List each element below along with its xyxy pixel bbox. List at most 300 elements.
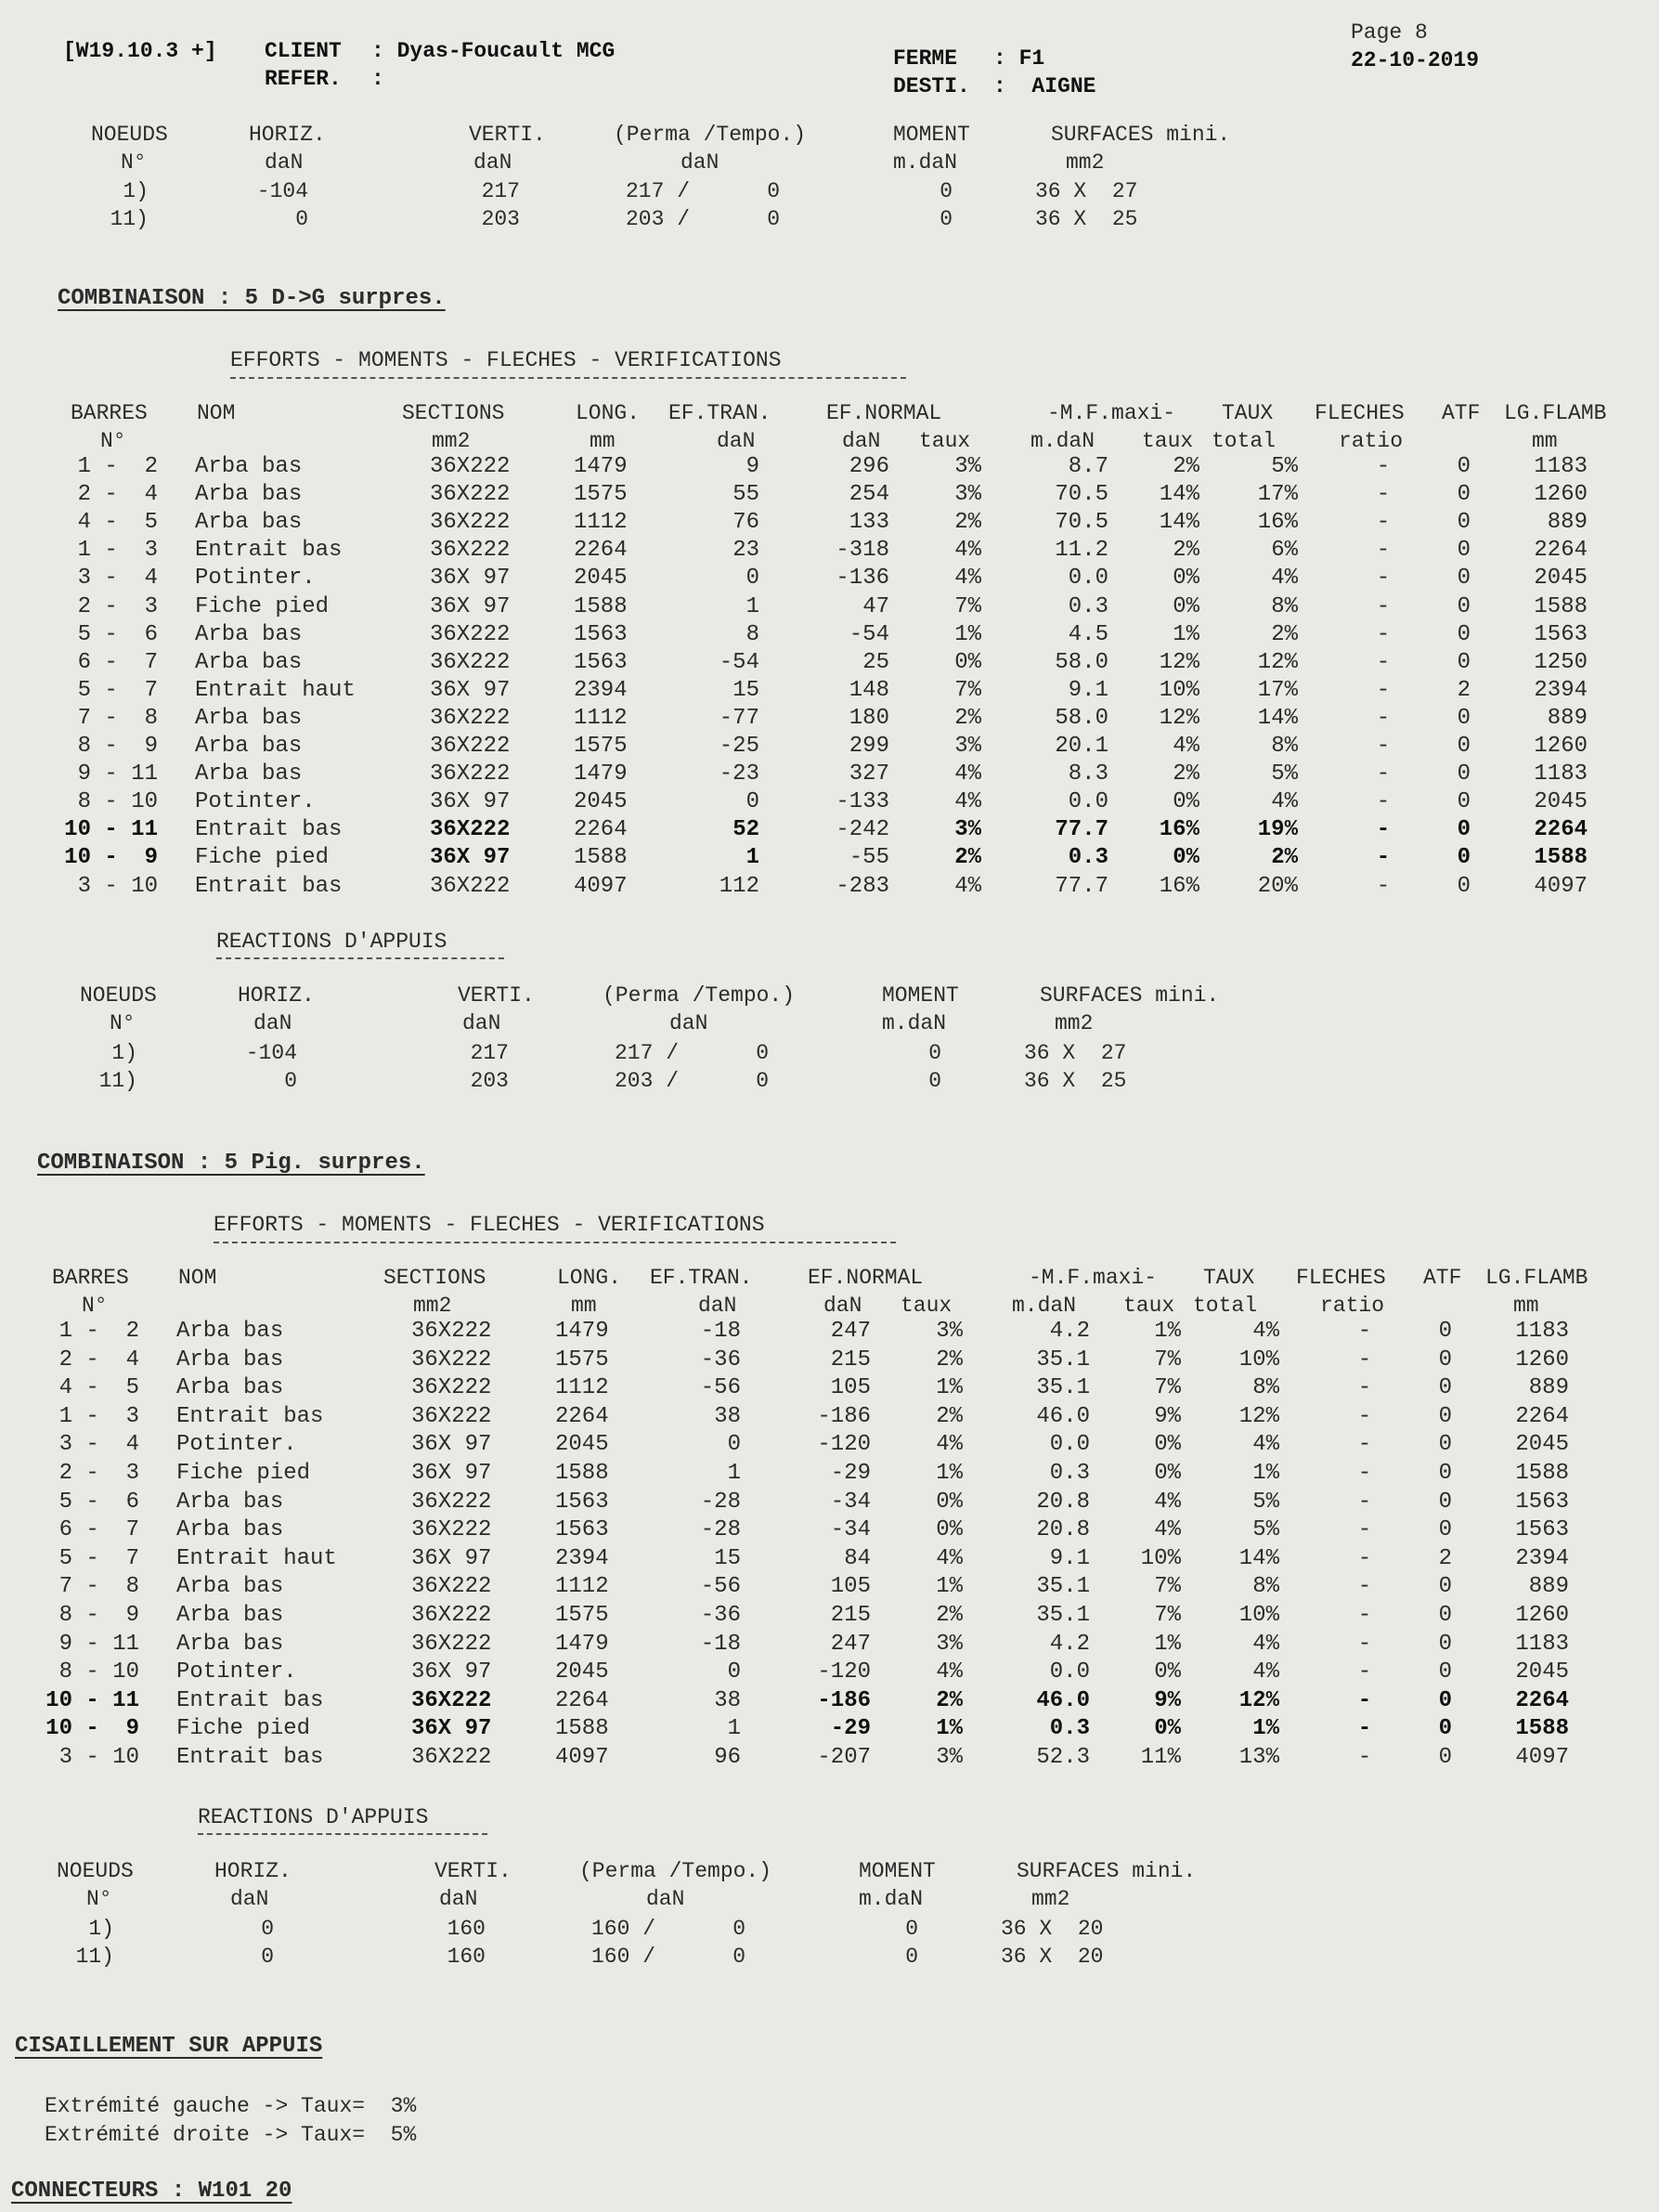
table-row xyxy=(0,1745,1659,1773)
mf-sub2: taux xyxy=(1142,429,1194,453)
ef-normal-taux: 2% xyxy=(936,1347,963,1373)
bar-length: 1563 xyxy=(555,1489,609,1515)
taux-sub: total xyxy=(1193,1294,1258,1318)
ef-tran: 0 xyxy=(727,1432,741,1458)
taux-total: 2% xyxy=(1271,845,1298,871)
node-header: NOEUDS xyxy=(57,1859,134,1883)
atf: 0 xyxy=(1457,649,1471,675)
reaction-surface: 36 X 20 xyxy=(1001,1917,1104,1941)
ef-normal-taux: 4% xyxy=(954,538,981,564)
table-row xyxy=(0,874,1659,902)
bar-length: 2394 xyxy=(574,677,628,703)
atf-header: ATF xyxy=(1442,401,1481,425)
atf: 0 xyxy=(1457,734,1471,759)
bar-name: Arba bas xyxy=(176,1574,284,1600)
ef-normal-taux: 2% xyxy=(936,1603,963,1628)
lgflamb-sub: mm xyxy=(1513,1294,1539,1318)
mf-taux: 2% xyxy=(1173,761,1199,787)
lg-flamb: 889 xyxy=(1547,510,1588,536)
table-row xyxy=(0,1632,1659,1659)
fleches-ratio: - xyxy=(1376,677,1391,703)
bar-length: 2264 xyxy=(574,817,628,843)
ef-normal: -136 xyxy=(836,566,889,592)
fleches-ratio: - xyxy=(1357,1461,1372,1486)
fleches-ratio: - xyxy=(1357,1574,1372,1600)
mf-taux: 0% xyxy=(1173,593,1199,619)
taux-total: 17% xyxy=(1257,482,1298,508)
table-row xyxy=(0,1716,1659,1744)
bar-length: 2045 xyxy=(574,789,628,815)
barre-id: 1 - 3 xyxy=(77,538,158,564)
reaction-verti: 160 xyxy=(447,1945,486,1969)
mf-taux: 0% xyxy=(1154,1461,1181,1486)
barre-id: 2 - 3 xyxy=(77,593,158,619)
reaction-perma: 160 / xyxy=(591,1945,656,1969)
eftran-header: EF.TRAN. xyxy=(650,1266,753,1290)
table-row xyxy=(0,734,1659,761)
cisaillement-left: Extrémité gauche -> Taux= 3% xyxy=(45,2094,417,2118)
reaction-verti: 203 xyxy=(481,207,520,231)
reactions-title-2: REACTIONS D'APPUIS xyxy=(198,1805,429,1829)
mf-value: 46.0 xyxy=(1036,1403,1090,1429)
taux-total: 2% xyxy=(1271,621,1298,647)
verti-header: VERTI. xyxy=(469,123,546,147)
mf-taux: 7% xyxy=(1154,1375,1181,1401)
table-row xyxy=(0,1603,1659,1631)
ef-tran: 1 xyxy=(727,1461,741,1486)
perma-sub: daN xyxy=(669,1011,708,1035)
taux-total: 4% xyxy=(1252,1659,1279,1685)
barre-id: 3 - 10 xyxy=(77,873,158,899)
taux-total: 10% xyxy=(1238,1603,1279,1628)
taux-total: 4% xyxy=(1271,566,1298,592)
mf-taux: 16% xyxy=(1159,817,1199,843)
mf-value: 8.7 xyxy=(1068,454,1108,479)
ef-normal: -186 xyxy=(817,1403,871,1429)
reactions-divider-1 xyxy=(216,957,504,959)
ef-normal: -34 xyxy=(830,1489,871,1515)
mf-value: 8.3 xyxy=(1068,761,1108,787)
taux-total: 12% xyxy=(1257,649,1298,675)
sections-header: SECTIONS xyxy=(402,401,505,425)
table-row xyxy=(0,510,1659,538)
reaction-surface: 36 X 25 xyxy=(1035,207,1138,231)
lgflamb-sub: mm xyxy=(1532,429,1558,453)
mf-taux: 4% xyxy=(1154,1489,1181,1515)
mf-sub1: m.daN xyxy=(1012,1294,1077,1318)
table-row xyxy=(0,1375,1659,1403)
ef-normal: 105 xyxy=(830,1574,871,1600)
bar-section: 36X222 xyxy=(411,1403,492,1429)
mf-taux: 4% xyxy=(1154,1517,1181,1543)
taux-total: 10% xyxy=(1238,1347,1279,1373)
mf-value: 20.8 xyxy=(1036,1489,1090,1515)
taux-total: 8% xyxy=(1271,593,1298,619)
ef-normal: 254 xyxy=(849,482,889,508)
surfaces-sub: mm2 xyxy=(1031,1887,1070,1911)
atf: 2 xyxy=(1438,1545,1452,1571)
reaction-perma: 217 / xyxy=(615,1041,680,1065)
table-row xyxy=(0,454,1659,482)
bar-section: 36X222 xyxy=(411,1631,492,1657)
mf-taux: 1% xyxy=(1173,621,1199,647)
verti-sub: daN xyxy=(439,1887,478,1911)
ef-tran: 0 xyxy=(727,1659,741,1685)
atf: 0 xyxy=(1438,1603,1452,1628)
ef-normal-taux: 4% xyxy=(954,566,981,592)
perma-header: (Perma /Tempo.) xyxy=(579,1859,772,1883)
bar-section: 36X 97 xyxy=(411,1659,492,1685)
efforts-divider-2 xyxy=(214,1242,896,1243)
ef-normal-taux: 1% xyxy=(936,1716,963,1742)
bar-length: 1588 xyxy=(555,1461,609,1486)
lg-flamb: 2264 xyxy=(1534,817,1588,843)
atf-header: ATF xyxy=(1423,1266,1462,1290)
bar-length: 1588 xyxy=(574,593,628,619)
bar-name: Arba bas xyxy=(195,734,303,759)
atf: 0 xyxy=(1438,1489,1452,1515)
taux-header: TAUX xyxy=(1222,401,1274,425)
atf: 0 xyxy=(1457,789,1471,815)
taux-total: 8% xyxy=(1271,734,1298,759)
atf: 0 xyxy=(1457,817,1471,843)
atf: 0 xyxy=(1438,1716,1452,1742)
ef-normal-taux: 4% xyxy=(936,1545,963,1571)
mf-value: 46.0 xyxy=(1036,1687,1090,1713)
reaction-surface: 36 X 27 xyxy=(1024,1041,1127,1065)
ef-normal-taux: 2% xyxy=(936,1403,963,1429)
noeuds-sub: N° xyxy=(86,1887,112,1911)
mf-value: 4.2 xyxy=(1049,1319,1090,1344)
lg-flamb: 2264 xyxy=(1515,1403,1569,1429)
ef-tran: -18 xyxy=(700,1631,741,1657)
ef-normal: -283 xyxy=(836,873,889,899)
table-row xyxy=(0,1347,1659,1375)
lg-flamb: 2394 xyxy=(1515,1545,1569,1571)
ef-normal-taux: 0% xyxy=(936,1489,963,1515)
table-row xyxy=(0,1688,1659,1716)
verti-header: VERTI. xyxy=(434,1859,512,1883)
ef-normal: -55 xyxy=(849,845,889,871)
ef-normal: 299 xyxy=(849,734,889,759)
lg-flamb: 1183 xyxy=(1515,1319,1569,1344)
barres-header: BARRES xyxy=(71,401,148,425)
barre-id: 2 - 3 xyxy=(58,1461,139,1486)
ef-tran: -25 xyxy=(719,734,759,759)
fleches-ratio: - xyxy=(1376,621,1391,647)
table-row xyxy=(0,482,1659,510)
ef-tran: -77 xyxy=(719,705,759,731)
bar-section: 36X222 xyxy=(430,649,511,675)
ef-tran: 52 xyxy=(732,817,759,843)
fleches-ratio: - xyxy=(1376,705,1391,731)
bar-length: 2045 xyxy=(574,566,628,592)
fleches-ratio: - xyxy=(1376,593,1391,619)
bar-length: 4097 xyxy=(555,1745,609,1770)
table-row xyxy=(0,817,1659,845)
ferme-value: : F1 xyxy=(993,46,1045,71)
ef-normal-taux: 0% xyxy=(954,649,981,675)
mf-sub2: taux xyxy=(1123,1294,1175,1318)
mf-taux: 1% xyxy=(1154,1631,1181,1657)
taux-total: 6% xyxy=(1271,538,1298,564)
perma-header: (Perma /Tempo.) xyxy=(603,983,796,1008)
atf: 0 xyxy=(1457,593,1471,619)
atf: 0 xyxy=(1457,621,1471,647)
table-row xyxy=(0,1404,1659,1432)
bar-section: 36X222 xyxy=(411,1745,492,1770)
reaction-perma: 160 / xyxy=(591,1917,656,1941)
ef-normal: 247 xyxy=(830,1319,871,1344)
lg-flamb: 2045 xyxy=(1534,789,1588,815)
fleches-ratio: - xyxy=(1357,1432,1372,1458)
node-header: NOEUDS xyxy=(80,983,157,1008)
ef-tran: 1 xyxy=(745,593,759,619)
ef-tran: 0 xyxy=(745,566,759,592)
atf: 0 xyxy=(1457,566,1471,592)
mf-value: 20.1 xyxy=(1055,734,1108,759)
combination-2-title: COMBINAISON : 5 Pig. surpres. xyxy=(37,1151,425,1176)
surfaces-header: SURFACES mini. xyxy=(1040,983,1220,1008)
ef-normal: -186 xyxy=(817,1687,871,1713)
reaction-verti: 217 xyxy=(481,179,520,203)
table-row xyxy=(0,1319,1659,1347)
bar-length: 1479 xyxy=(555,1631,609,1657)
long-header: LONG. xyxy=(557,1266,622,1290)
nom-header: NOM xyxy=(197,401,236,425)
mf-taux: 11% xyxy=(1140,1745,1181,1770)
fleches-ratio: - xyxy=(1357,1716,1372,1742)
barre-id: 8 - 9 xyxy=(58,1603,139,1628)
barre-id: 10 - 9 xyxy=(45,1716,139,1742)
mf-taux: 12% xyxy=(1159,705,1199,731)
bar-length: 1588 xyxy=(555,1716,609,1742)
mf-value: 0.0 xyxy=(1068,789,1108,815)
moment-sub: m.daN xyxy=(882,1011,947,1035)
taux-total: 5% xyxy=(1271,454,1298,479)
fleches-ratio: - xyxy=(1376,482,1391,508)
reaction-horiz: 0 xyxy=(261,1945,274,1969)
mf-taux: 2% xyxy=(1173,454,1199,479)
lg-flamb: 1260 xyxy=(1534,482,1588,508)
efnormal-sub2: taux xyxy=(919,429,971,453)
mf-value: 4.2 xyxy=(1049,1631,1090,1657)
mf-value: 70.5 xyxy=(1055,482,1108,508)
ef-tran: 23 xyxy=(732,538,759,564)
mf-taux: 0% xyxy=(1173,789,1199,815)
noeuds-sub: N° xyxy=(121,150,147,175)
lgflamb-header: LG.FLAMB xyxy=(1485,1266,1588,1290)
bar-section: 36X 97 xyxy=(430,845,511,871)
long-header: LONG. xyxy=(576,401,641,425)
mf-taux: 9% xyxy=(1154,1403,1181,1429)
ef-normal: 180 xyxy=(849,705,889,731)
barre-id: 1 - 3 xyxy=(58,1403,139,1429)
moment-sub: m.daN xyxy=(893,150,958,175)
taux-total: 4% xyxy=(1252,1319,1279,1344)
bar-length: 2264 xyxy=(555,1403,609,1429)
reaction-perma: 217 / xyxy=(626,179,691,203)
bar-section: 36X222 xyxy=(430,873,511,899)
ef-normal-taux: 1% xyxy=(954,621,981,647)
bar-length: 2394 xyxy=(555,1545,609,1571)
atf: 0 xyxy=(1438,1403,1452,1429)
fleches-sub: ratio xyxy=(1320,1294,1385,1318)
verti-header: VERTI. xyxy=(458,983,535,1008)
fleches-ratio: - xyxy=(1357,1347,1372,1373)
mf-taux: 7% xyxy=(1154,1347,1181,1373)
mf-taux: 0% xyxy=(1154,1716,1181,1742)
mf-value: 0.0 xyxy=(1049,1659,1090,1685)
ef-tran: -36 xyxy=(700,1347,741,1373)
surfaces-header: SURFACES mini. xyxy=(1017,1859,1197,1883)
taux-total: 16% xyxy=(1257,510,1298,536)
barre-id: 6 - 7 xyxy=(58,1517,139,1543)
refer-value: : xyxy=(371,67,384,91)
atf: 2 xyxy=(1457,677,1471,703)
bar-section: 36X222 xyxy=(411,1319,492,1344)
barre-id: 4 - 5 xyxy=(58,1375,139,1401)
table-row xyxy=(0,706,1659,734)
ef-normal-taux: 2% xyxy=(954,845,981,871)
noeuds-sub: N° xyxy=(110,1011,136,1035)
ef-normal: 215 xyxy=(830,1347,871,1373)
efforts-title-1: EFFORTS - MOMENTS - FLECHES - VERIFICATIONS xyxy=(230,348,782,372)
table-row xyxy=(0,594,1659,622)
efforts-title-2: EFFORTS - MOMENTS - FLECHES - VERIFICATIONS xyxy=(214,1213,765,1237)
reaction-horiz: 0 xyxy=(261,1917,274,1941)
ef-normal: -54 xyxy=(849,621,889,647)
bar-section: 36X 97 xyxy=(430,789,511,815)
reaction-node: 11) xyxy=(75,1945,114,1969)
efnormal-header: EF.NORMAL xyxy=(826,401,942,425)
lg-flamb: 2264 xyxy=(1515,1687,1569,1713)
reaction-moment: 0 xyxy=(928,1069,941,1093)
taux-total: 8% xyxy=(1252,1375,1279,1401)
lg-flamb: 889 xyxy=(1547,705,1588,731)
ef-normal-taux: 2% xyxy=(936,1687,963,1713)
eftran-sub: daN xyxy=(717,429,756,453)
moment-sub: m.daN xyxy=(859,1887,924,1911)
ef-tran: -56 xyxy=(700,1375,741,1401)
bar-length: 2264 xyxy=(555,1687,609,1713)
barre-id: 3 - 10 xyxy=(58,1745,139,1770)
mf-taux: 2% xyxy=(1173,538,1199,564)
barre-id: 8 - 10 xyxy=(77,789,158,815)
long-sub: mm xyxy=(571,1294,597,1318)
ef-tran: 96 xyxy=(714,1745,741,1770)
ef-normal: -29 xyxy=(830,1716,871,1742)
perma-sub: daN xyxy=(680,150,719,175)
reaction-tempo: 0 xyxy=(732,1945,745,1969)
taux-total: 1% xyxy=(1252,1461,1279,1486)
mf-taux: 10% xyxy=(1140,1545,1181,1571)
fleches-ratio: - xyxy=(1357,1319,1372,1344)
atf: 0 xyxy=(1438,1347,1452,1373)
barre-id: 5 - 7 xyxy=(58,1545,139,1571)
bar-name: Entrait bas xyxy=(195,873,343,899)
reaction-horiz: 0 xyxy=(295,207,308,231)
mf-header: -M.F.maxi- xyxy=(1047,401,1176,425)
mf-value: 52.3 xyxy=(1036,1745,1090,1770)
reaction-moment: 0 xyxy=(905,1945,918,1969)
mf-value: 20.8 xyxy=(1036,1517,1090,1543)
desti-value: : AIGNE xyxy=(993,74,1096,98)
lg-flamb: 4097 xyxy=(1515,1745,1569,1770)
mf-taux: 7% xyxy=(1154,1574,1181,1600)
reactions-title-1: REACTIONS D'APPUIS xyxy=(216,930,447,954)
taux-header: TAUX xyxy=(1203,1266,1255,1290)
reaction-perma: 203 / xyxy=(615,1069,680,1093)
lg-flamb: 1588 xyxy=(1534,593,1588,619)
atf: 0 xyxy=(1457,538,1471,564)
barre-id: 7 - 8 xyxy=(77,705,158,731)
moment-header: MOMENT xyxy=(859,1859,936,1883)
mf-value: 35.1 xyxy=(1036,1603,1090,1628)
taux-total: 8% xyxy=(1252,1574,1279,1600)
bar-section: 36X222 xyxy=(430,510,511,536)
bar-length: 1112 xyxy=(555,1375,609,1401)
surfaces-sub: mm2 xyxy=(1055,1011,1094,1035)
ef-tran: -36 xyxy=(700,1603,741,1628)
ef-tran: 112 xyxy=(719,873,759,899)
ef-normal: 105 xyxy=(830,1375,871,1401)
cisaillement-title: CISAILLEMENT SUR APPUIS xyxy=(15,2034,323,2059)
ef-normal: 133 xyxy=(849,510,889,536)
ef-normal: -120 xyxy=(817,1432,871,1458)
ef-tran: 15 xyxy=(714,1545,741,1571)
reaction-node: 1) xyxy=(123,179,149,203)
surfaces-sub: mm2 xyxy=(1066,150,1105,175)
ef-normal: 25 xyxy=(862,649,889,675)
ef-tran: -56 xyxy=(700,1574,741,1600)
fleches-ratio: - xyxy=(1357,1631,1372,1657)
efnormal-sub1: daN xyxy=(842,429,881,453)
bar-name: Arba bas xyxy=(195,454,303,479)
mf-value: 77.7 xyxy=(1055,817,1108,843)
barre-id: 1 - 2 xyxy=(58,1319,139,1344)
bar-section: 36X 97 xyxy=(411,1461,492,1486)
fleches-ratio: - xyxy=(1376,734,1391,759)
reaction-verti: 203 xyxy=(470,1069,509,1093)
horiz-sub: daN xyxy=(230,1887,269,1911)
bar-section: 36X222 xyxy=(411,1347,492,1373)
barre-id: 3 - 4 xyxy=(58,1432,139,1458)
ef-tran: 0 xyxy=(745,789,759,815)
reaction-moment: 0 xyxy=(905,1917,918,1941)
bar-section: 36X222 xyxy=(411,1687,492,1713)
table-row xyxy=(0,1432,1659,1460)
lg-flamb: 2264 xyxy=(1534,538,1588,564)
lg-flamb: 2394 xyxy=(1534,677,1588,703)
fleches-ratio: - xyxy=(1376,454,1391,479)
ef-normal: 327 xyxy=(849,761,889,787)
ef-normal: 215 xyxy=(830,1603,871,1628)
lg-flamb: 1183 xyxy=(1534,761,1588,787)
bar-name: Arba bas xyxy=(176,1631,284,1657)
mf-header: -M.F.maxi- xyxy=(1029,1266,1158,1290)
ef-normal-taux: 4% xyxy=(954,761,981,787)
lg-flamb: 1563 xyxy=(1534,621,1588,647)
bar-name: Fiche pied xyxy=(195,593,330,619)
bar-length: 1112 xyxy=(555,1574,609,1600)
horiz-header: HORIZ. xyxy=(214,1859,292,1883)
ef-tran: -23 xyxy=(719,761,759,787)
mf-value: 35.1 xyxy=(1036,1347,1090,1373)
atf: 0 xyxy=(1457,510,1471,536)
ef-normal-taux: 3% xyxy=(954,817,981,843)
bar-section: 36X222 xyxy=(411,1603,492,1628)
